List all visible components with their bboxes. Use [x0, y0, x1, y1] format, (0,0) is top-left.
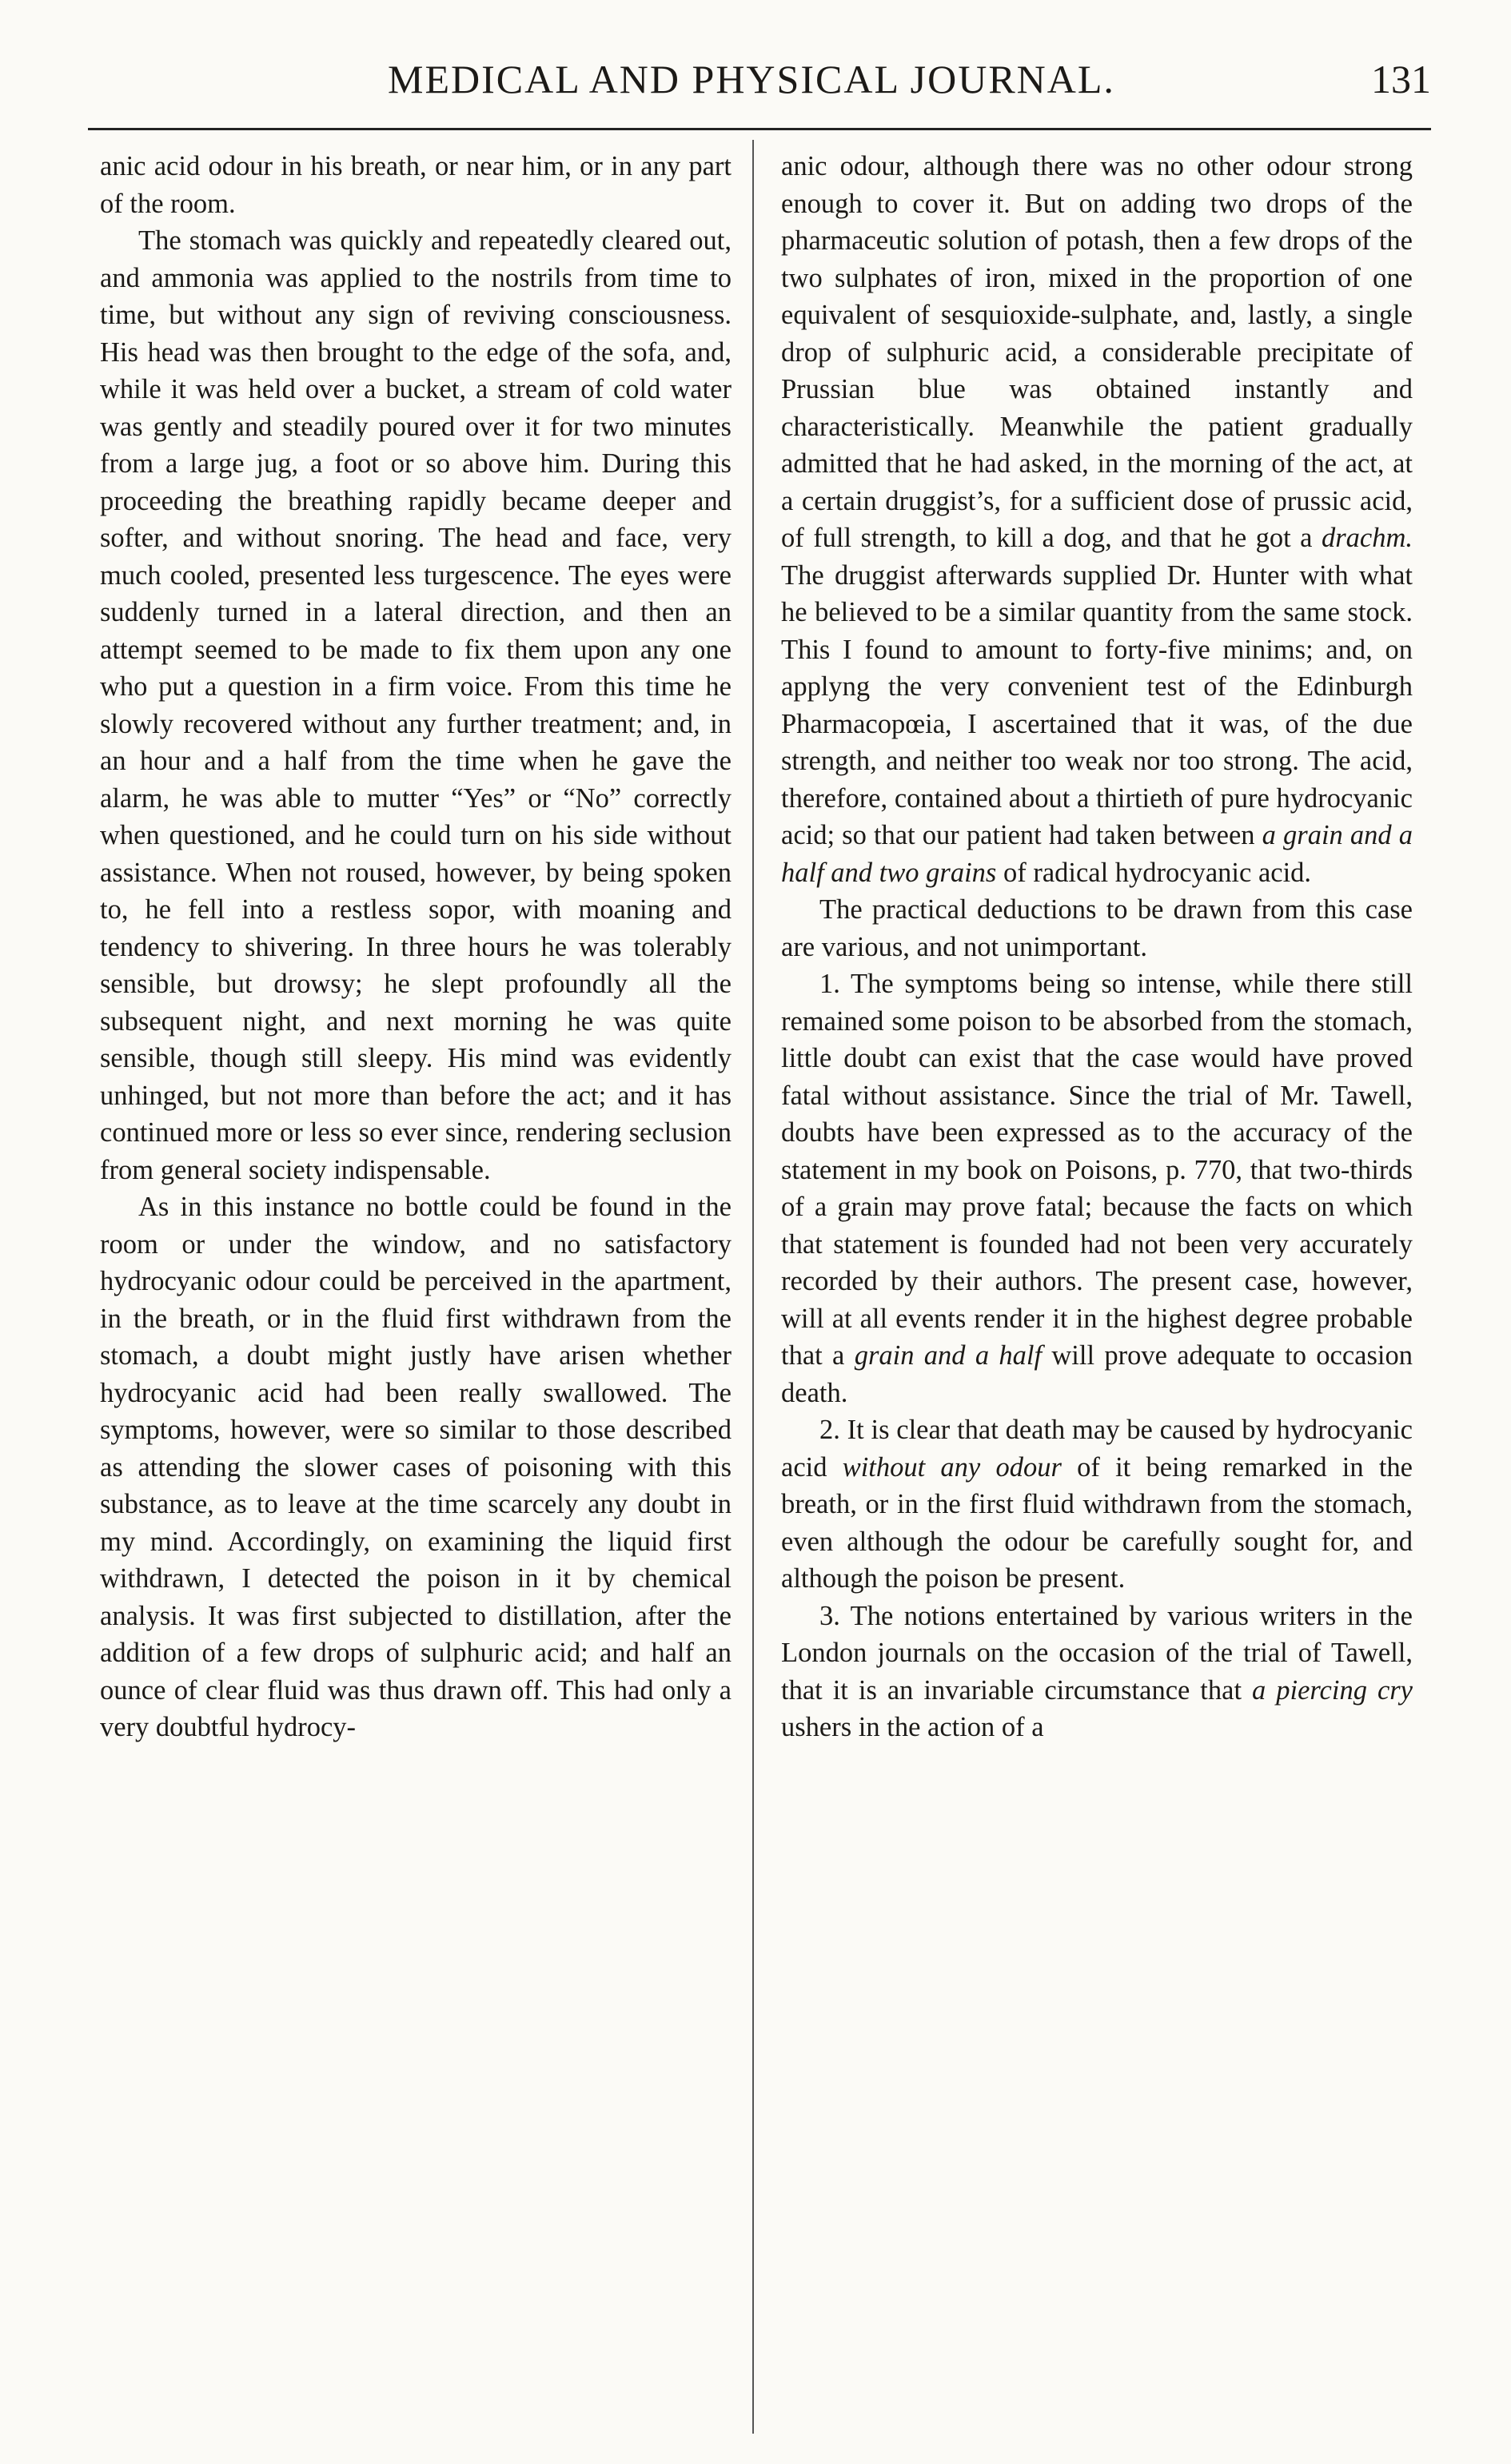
page-number: 131 [1371, 57, 1431, 102]
paragraph: The stomach was quickly and repeatedly cleared out, and ammonia was applied to the nostrils from time to time, but without any sign of reviving consciousness. His head was then brought to the edge of the sofa, and, while it was held over a bucket, a stream of cold water was gently and steadily poured over it for two minutes from a large jug, a foot or so above him. During this proceeding the breathing rapidly became deeper and softer, and without snoring. The head and face, very much cooled, presented less turgescence. The eyes were suddenly turned in a lateral direction, and then an attempt seemed to be made to fix them upon any one who put a question in a firm voice. From this time he slowly recovered without any further treatment; and, in an hour and a half from the time when he gave the alarm, he was able to mutter “Yes” or “No” correctly when questioned, and he could turn on his side without assistance. When not roused, however, by being spoken to, he fell into a restless sopor, with moaning and tendency to shivering. In three hours he was tolerably sensible, but drowsy; he slept profoundly all the subsequent night, and next morning he was quite sensible, though still sleepy. His mind was evidently unhinged, but not more than before the act; and it has continued more or less so ever since, rendering seclusion from general society indispensable. [100, 225, 732, 1185]
header-rule [88, 128, 1431, 130]
text-run: ushers in the action of a [781, 1712, 1044, 1742]
italic-text: a grain and a half and two grains [781, 820, 1413, 888]
text-run: 1. The symptoms being so intense, while there still remained some poison to be absorbed from the stomach, little doubt can exist that the case would have proved fatal without assistance. Since the trial of Mr. Tawell, doubts have been expressed as to the accuracy of the statement in my book on Poisons, p. 770, that two-thirds of a grain may prove fatal; because the facts on which that statement is founded had not been very accurately recorded by their authors. The present case, however, will at all events render it in the highest degree probable that a [781, 969, 1413, 1371]
running-header [88, 56, 1431, 112]
italic-text: a piercing cry [1252, 1674, 1413, 1706]
text-run: The druggist afterwards supplied Dr. Hunter with what he believed to be a similar quantity from the same stock. This I found to amount to forty-five minims; and, on applyng the very convenient test of the Edinburgh Pharmacopœia, I ascertained that it was, of the due strength, and neither too weak nor too strong. The acid, therefore, contained about a thirtieth of pure hydrocyanic acid; so that our patient had taken between [781, 559, 1413, 850]
text-run: anic odour, although there was no other odour strong enough to cover it. But on adding two drops of the pharmaceutic solution of potash, then a few drops of the two sulphates of iron, mixed in the proportion of one equivalent of sesquioxide-sulphate, and, lastly, a single drop of sulphuric acid, a considerable precipitate of Prussian blue was obtained instantly and characteristically. Meanwhile the patient gradually admitted that he had asked, in the morning of the act, at a certain druggist’s, for a sufficient dose of prussic acid, of full strength, to kill a dog, and that he got a [781, 151, 1413, 553]
italic-text: drachm. [1321, 523, 1413, 553]
text-run: of it being remarked in the breath, or in the first fluid withdrawn from the stomach, even although the odour be carefully sought for, and although the poison be present. [781, 1451, 1413, 1594]
paragraph [781, 1411, 1413, 1598]
text-run: 2. It is clear that death may be caused by hydrocyanic acid [781, 1415, 1413, 1483]
paragraph [781, 1598, 1413, 1746]
paragraph: The practical deductions to be drawn from this case are various, and not unimportant. [781, 894, 1413, 962]
column-divider [752, 140, 754, 2434]
paragraph [781, 148, 1413, 891]
right-column [781, 148, 1413, 1746]
journal-title: MEDICAL AND PHYSICAL JOURNAL. [388, 57, 1115, 102]
paragraph [781, 965, 1413, 1411]
italic-text: without any odour [842, 1451, 1062, 1483]
italic-text: grain and a half [854, 1340, 1043, 1371]
text-run: of radical hydrocyanic acid. [996, 857, 1312, 888]
text-run: 3. The notions entertained by various writers in the London journals on the occasion of the trial of Tawell, that it is an invariable circumstance that [781, 1600, 1413, 1706]
paragraph: anic acid odour in his breath, or near him, or in any part of the room. [100, 151, 732, 219]
text-run: will prove adequate to occasion death. [781, 1340, 1413, 1408]
left-column [100, 148, 732, 1746]
paragraph: As in this instance no bottle could be found in the room or under the window, and no satisfactory hydrocyanic odour could be perceived in the apartment, in the breath, or in the fluid first withdrawn from the stomach, a doubt might justly have arisen whether hydrocyanic acid had been really swallowed. The symptoms, however, were so similar to those described as attending the slower cases of poisoning with this substance, as to leave at the time scarcely any doubt in my mind. Accordingly, on examining the liquid first withdrawn, I detected the poison in it by chemical analysis. It was first subjected to distillation, after the addition of a few drops of sulphuric acid; and half an ounce of clear fluid was thus drawn off. This had only a very doubtful hydrocy- [100, 1192, 732, 1742]
